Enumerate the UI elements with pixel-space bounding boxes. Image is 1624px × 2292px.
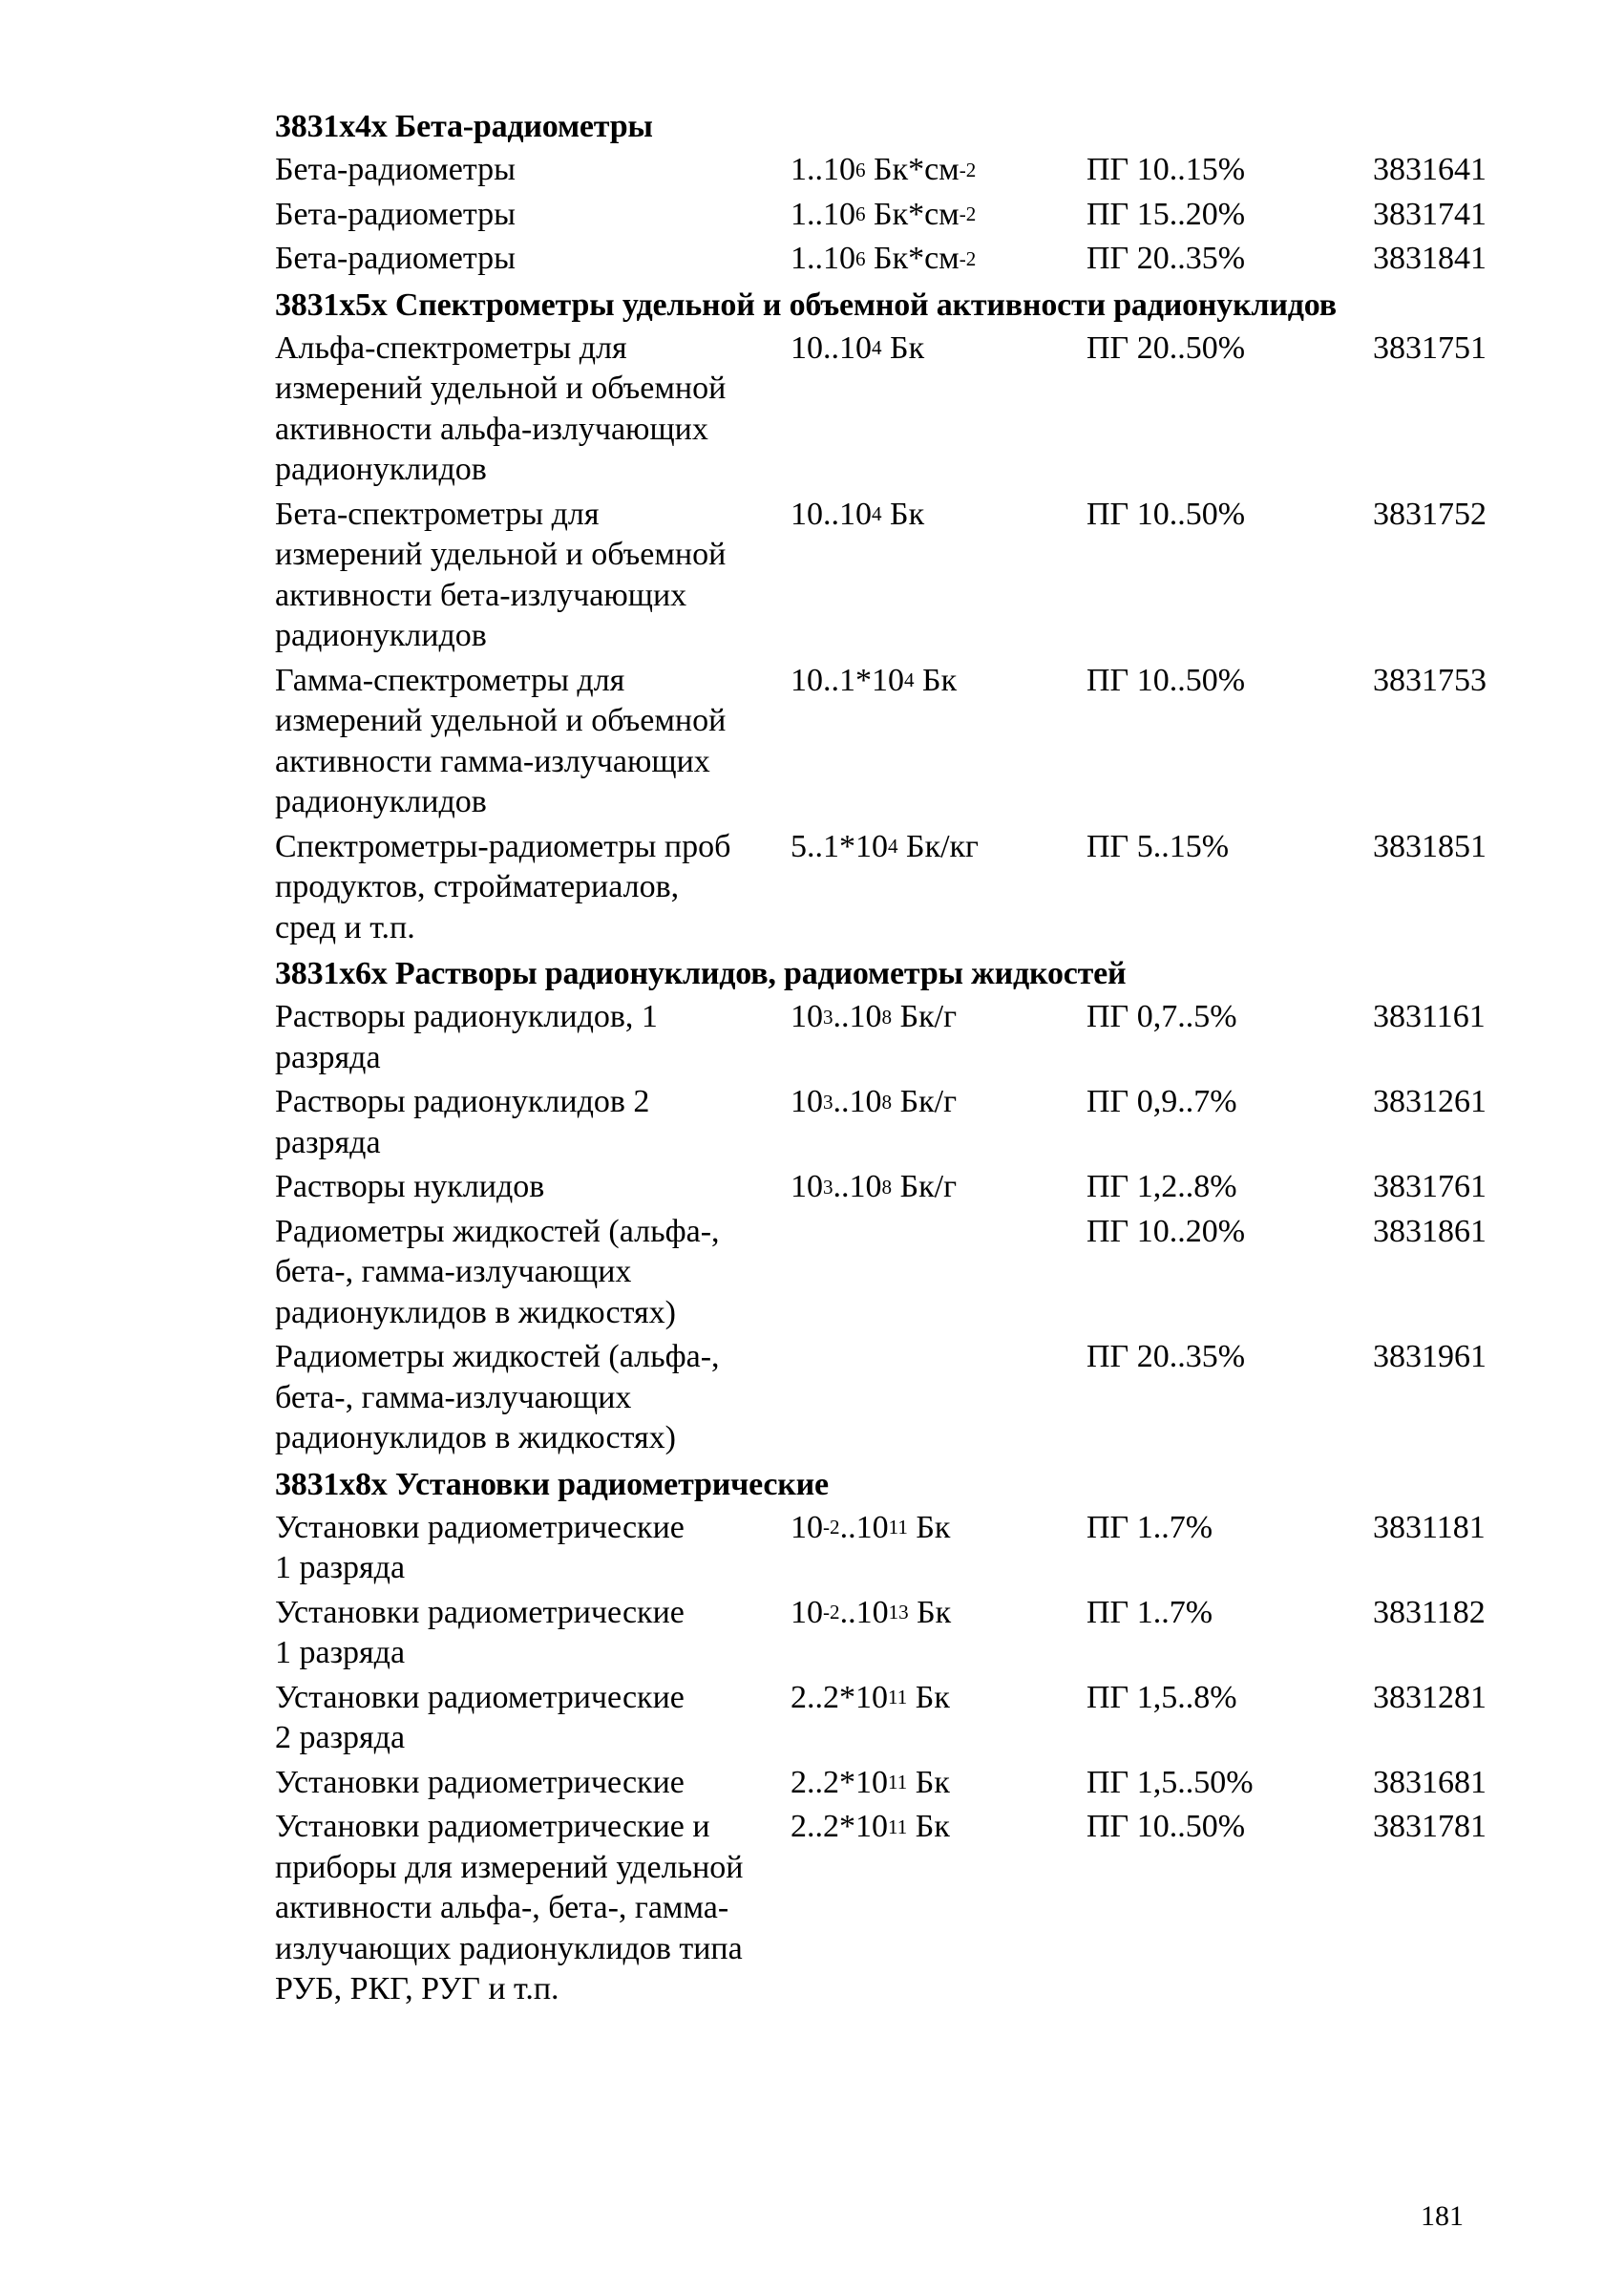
table-row [275,195,1516,236]
instrument-name-line: радионуклидов [275,784,487,819]
range-exponent: 11 [888,1814,908,1838]
range-text: Бк [908,1594,952,1630]
instrument-name [275,329,791,491]
error-limit: ПГ 10..50% [1086,1809,1246,1844]
instrument-name-line: Установки радиометрические [275,1764,685,1800]
instrument-name-line: бета-, гамма-излучающих [275,1379,632,1415]
range-exponent: 4 [904,668,915,692]
range-text: 2..2*10 [791,1679,888,1715]
range-text: ..10 [839,1509,889,1545]
instrument-name [275,827,791,949]
range-text: 10..10 [791,496,872,532]
instrument-name-line: разряда [275,1039,381,1075]
range-exponent: 6 [855,158,866,181]
range-exponent: 6 [855,246,866,270]
error-limit: ПГ 20..50% [1086,329,1246,366]
measurement-range [791,1593,1086,1634]
range-exponent: 4 [872,336,882,360]
range-exponent: 11 [888,1771,908,1794]
range-text: ..10 [839,1594,889,1630]
instrument-name-line: Установки радиометрические [275,1509,685,1545]
range-text: Бк/г [892,1084,958,1119]
table-row [275,329,1516,491]
range-exponent: 3 [823,1090,833,1114]
classification-code: 3831261 [1373,1084,1487,1119]
classification-code: 3831751 [1373,329,1487,366]
error-limit: ПГ 10..50% [1086,496,1246,532]
classification-code: 3831861 [1373,1213,1487,1249]
instrument-name [275,1678,791,1759]
range-exponent: 3 [823,1005,833,1029]
section-title: 3831х8х Установки радиометрические [275,1466,829,1502]
range-text: ..10 [833,1169,882,1204]
instrument-name [275,1593,791,1674]
section [275,107,1516,280]
instrument-name-line: радионуклидов [275,618,487,653]
classification-code: 3831181 [1373,1509,1486,1545]
instrument-name-line: радионуклидов [275,452,487,487]
section [275,954,1516,1459]
range-text: Бк [914,662,958,698]
measurement-range [791,1167,1086,1208]
range-text: Бк/г [892,999,958,1034]
instrument-name-line: Растворы нуклидов [275,1169,545,1204]
table-row [275,495,1516,657]
instrument-name [275,195,791,236]
range-exponent: -2 [959,158,977,181]
instrument-name-line: Бета-спектрометры для [275,496,600,532]
classification-code: 3831753 [1373,662,1487,698]
classification-code: 3831681 [1373,1764,1487,1800]
instrument-name-line: Бета-радиометры [275,196,516,232]
table-row [275,827,1516,949]
range-exponent: 8 [881,1175,893,1199]
instrument-name [275,1337,791,1459]
range-exponent: 13 [888,1601,909,1624]
error-limit: ПГ 15..20% [1086,196,1246,232]
table-row [275,1167,1516,1208]
classification-code: 3831741 [1373,196,1487,232]
range-text: Бк [907,1809,950,1844]
range-text: Бк/кг [897,828,979,864]
measurement-range [791,1678,1086,1719]
instrument-name-line: Альфа-спектрометры для [275,329,627,366]
measurement-range [791,997,1086,1038]
range-text: 2..2*10 [791,1764,888,1800]
instrument-name-line: 2 разряда [275,1720,406,1755]
instrument-name-line: Радиометры жидкостей (альфа-, [275,1213,720,1249]
range-exponent: -2 [959,202,977,226]
instrument-name-line: активности гамма-излучающих [275,743,710,779]
instrument-name [275,1212,791,1334]
range-text: Бк [907,1509,951,1545]
instrument-name-line: активности бета-излучающих [275,577,687,613]
range-text: 10 [791,999,823,1034]
range-text: 10 [791,1509,823,1545]
instrument-name-line: сред и т.п. [275,909,415,945]
range-text: ..10 [833,999,882,1034]
instrument-name [275,661,791,823]
section-title: 3831х4х Бета-радиометры [275,109,653,144]
instrument-name-line: продуктов, стройматериалов, [275,869,680,904]
measurement-range [791,661,1086,702]
instrument-name-line: измерений удельной и объемной [275,703,727,738]
error-limit: ПГ 10..20% [1086,1213,1246,1249]
error-limit: ПГ 10..50% [1086,662,1246,698]
section-title: 3831х6х Растворы радионуклидов, радиометры жидкостей [275,956,1127,991]
error-limit: ПГ 0,9..7% [1086,1084,1237,1119]
range-text: 10 [791,1594,823,1630]
classification-code: 3831761 [1373,1169,1487,1204]
range-exponent: 3 [823,1175,833,1199]
range-text: 10 [791,1084,823,1119]
instrument-name [275,239,791,280]
instrument-name-line: активности альфа-, бета-, гамма- [275,1890,729,1925]
instrument-name [275,1167,791,1208]
classification-code: 3831781 [1373,1809,1487,1844]
instrument-name-line: Спектрометры-радиометры проб [275,828,731,864]
instrument-name-line: приборы для измерений удельной [275,1849,744,1885]
instrument-name-line: Гамма-спектрометры для [275,662,625,698]
range-text: Бк [907,1679,950,1715]
measurement-range [791,195,1086,236]
range-text: 1..10 [791,196,855,232]
measurement-range [791,1807,1086,1848]
classification-code: 3831851 [1373,828,1487,864]
error-limit: ПГ 1..7% [1086,1509,1213,1545]
range-exponent: 4 [888,835,898,859]
range-exponent: -2 [823,1601,840,1624]
instrument-name-line: радионуклидов в жидкостях) [275,1294,676,1330]
measurement-range [791,150,1086,191]
instrument-name-line: Установки радиометрические [275,1594,685,1630]
error-limit: ПГ 1,5..8% [1086,1679,1237,1715]
range-text: 10 [791,1169,823,1204]
table-row [275,661,1516,823]
classification-code: 3831752 [1373,496,1487,532]
table-row [275,239,1516,280]
measurement-range [791,1508,1086,1549]
measurement-range [791,1763,1086,1804]
range-exponent: 8 [881,1090,893,1114]
range-exponent: -2 [823,1516,840,1539]
instrument-name-line: Растворы радионуклидов, 1 [275,999,658,1034]
range-text: Бк [881,496,925,532]
range-exponent: 11 [888,1516,908,1539]
classification-code: 3831281 [1373,1679,1487,1715]
classification-code: 3831961 [1373,1339,1487,1374]
instrument-name-line: измерений удельной и объемной [275,371,727,406]
instrument-name [275,1807,791,2010]
table-row [275,997,1516,1078]
instrument-name-line: измерений удельной и объемной [275,537,727,572]
instrument-name [275,1763,791,1804]
measurement-range [791,239,1086,280]
instrument-name-line: разряда [275,1124,381,1160]
page-number: 181 [1421,2200,1464,2232]
instrument-name-line: 1 разряда [275,1550,406,1585]
instrument-name-line: бета-, гамма-излучающих [275,1254,632,1289]
range-text: 1..10 [791,152,855,187]
measurement-range [791,827,1086,868]
instrument-name-line: излучающих радионуклидов типа [275,1930,743,1966]
range-text: 1..10 [791,241,855,276]
table-row [275,1763,1516,1804]
range-exponent: -2 [959,246,977,270]
table-row [275,1678,1516,1759]
section-title: 3831х5х Спектрометры удельной и объемной активности радионуклидов [275,286,1337,323]
instrument-name-line: активности альфа-излучающих [275,411,708,447]
classification-code: 3831182 [1373,1594,1486,1630]
range-text: ..10 [833,1084,882,1119]
instrument-name-line: 1 разряда [275,1635,406,1670]
range-text: 10..1*10 [791,662,904,698]
instrument-name [275,1508,791,1589]
table-row [275,1082,1516,1163]
instrument-name [275,150,791,191]
range-exponent: 6 [855,202,866,226]
range-text: Бк/г [892,1169,958,1204]
instrument-name [275,997,791,1078]
classification-code: 3831841 [1373,241,1487,276]
instrument-name [275,495,791,657]
range-text: 5..1*10 [791,828,888,864]
instrument-name-line: РУБ, РКГ, РУГ и т.п. [275,1971,559,2006]
instrument-name-line: Установки радиометрические и [275,1809,710,1844]
instrument-name-line: Бета-радиометры [275,241,516,276]
range-text: Бк [881,329,925,366]
error-limit: ПГ 20..35% [1086,241,1246,276]
table-row [275,1212,1516,1334]
measurement-range [791,1082,1086,1123]
error-limit: ПГ 1,5..50% [1086,1764,1254,1800]
range-text: Бк*см [865,196,960,232]
range-text: Бк*см [865,241,960,276]
instrument-name-line: радионуклидов в жидкостях) [275,1420,676,1455]
section [275,1465,1516,2010]
instrument-name [275,1082,791,1163]
section [275,286,1516,949]
range-text: Бк*см [865,152,960,187]
measurement-range [791,495,1086,536]
error-limit: ПГ 5..15% [1086,828,1230,864]
range-text: 10..10 [791,329,872,366]
table-row [275,150,1516,191]
instrument-name-line: Растворы радионуклидов 2 [275,1084,650,1119]
range-exponent: 11 [888,1686,908,1709]
error-limit: ПГ 10..15% [1086,152,1246,187]
error-limit: ПГ 0,7..5% [1086,999,1237,1034]
error-limit: ПГ 1,2..8% [1086,1169,1237,1204]
error-limit: ПГ 1..7% [1086,1594,1213,1630]
classification-code: 3831161 [1373,999,1486,1034]
table-row [275,1593,1516,1674]
range-exponent: 4 [872,502,882,526]
table-row [275,1807,1516,2010]
error-limit: ПГ 20..35% [1086,1339,1246,1374]
document-body [275,107,1516,2014]
instrument-name-line: Установки радиометрические [275,1679,685,1715]
classification-code: 3831641 [1373,152,1487,187]
range-text: 2..2*10 [791,1809,888,1844]
table-row [275,1508,1516,1589]
instrument-name-line: Радиометры жидкостей (альфа-, [275,1339,720,1374]
table-row [275,1337,1516,1459]
range-exponent: 8 [881,1005,893,1029]
instrument-name-line: Бета-радиометры [275,152,516,187]
measurement-range [791,329,1086,370]
range-text: Бк [907,1764,950,1800]
